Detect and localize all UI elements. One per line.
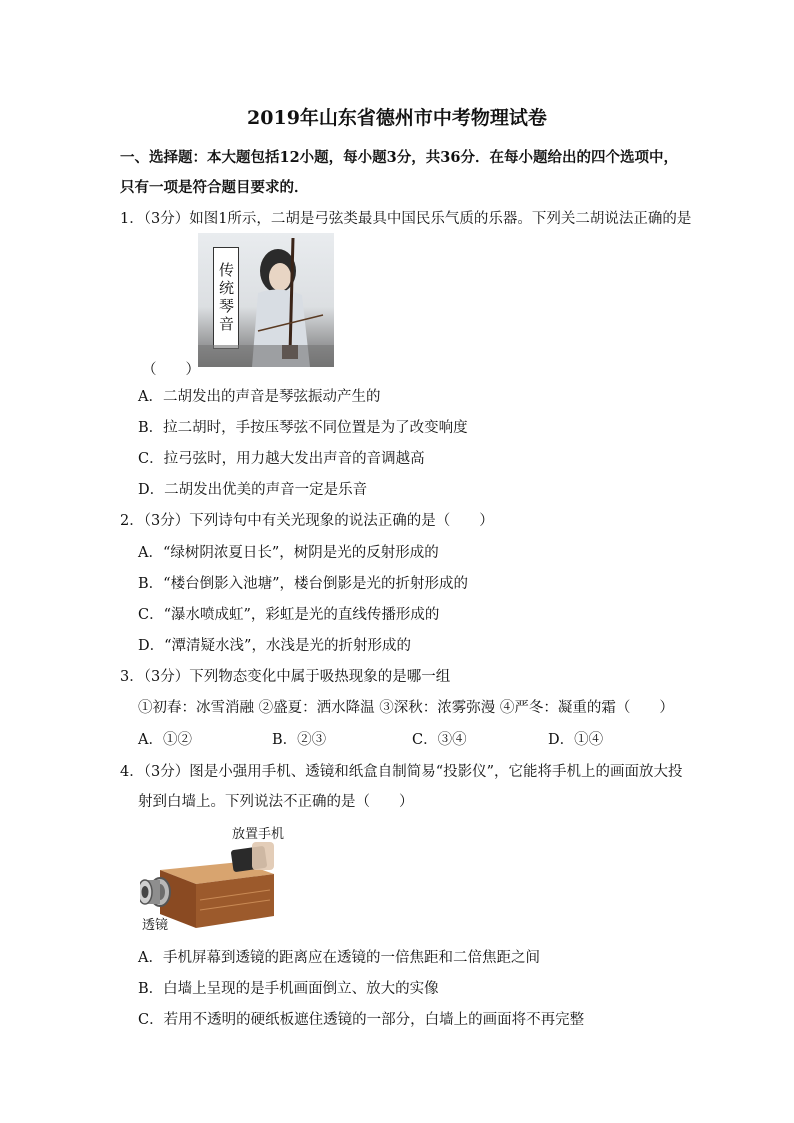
question-3-option-d: D．①④ — [548, 732, 604, 748]
question-2-option-b: B．“楼台倒影入池塘”，楼台倒影是光的折射形成的 — [138, 576, 468, 592]
question-1-option-d: D．二胡发出优美的声音一定是乐音 — [138, 482, 368, 498]
question-2-stem: 2．（3分）下列诗句中有关光现象的说法正确的是（ ） — [120, 513, 494, 529]
figure-label-lens: 透镜 — [142, 918, 169, 933]
question-3-subline: ①初春：冰雪消融 ②盛夏：洒水降温 ③深秋：浓雾弥漫 ④严冬：凝重的霜（ ） — [138, 700, 674, 716]
figure-caption-text: 传统琴音 — [213, 247, 239, 349]
question-4-option-c: C．若用不透明的硬纸板遮住透镜的一部分，白墙上的画面将不再完整 — [138, 1012, 585, 1028]
page-title: 2019年山东省德州市中考物理试卷 — [247, 107, 547, 129]
question-3-option-a: A．①② — [138, 732, 192, 748]
question-3-option-c: C．③④ — [412, 732, 467, 748]
question-1-option-c: C．拉弓弦时，用力越大发出声音的音调越高 — [138, 451, 425, 467]
question-4-stem-line2: 射到白墙上。下列说法不正确的是（ ） — [138, 794, 414, 810]
question-1-answer-paren: （ ） — [142, 362, 200, 378]
question-1-stem: 1．（3分）如图1所示，二胡是弓弦类最具中国民乐气质的乐器。下列关二胡说法正确的是 — [120, 211, 692, 227]
question-4-stem-line1: 4．（3分）图是小强用手机、透镜和纸盒自制简易“投影仪”，它能将手机上的画面放大投 — [120, 764, 683, 780]
erhu-player-illustration — [198, 233, 334, 367]
question-2-option-d: D．“潭清疑水浅”，水浅是光的折射形成的 — [138, 638, 411, 654]
figure-label-phone: 放置手机 — [232, 827, 285, 842]
section-instruction-line1: 一、选择题：本大题包括12小题，每小题3分，共36分．在每小题给出的四个选项中， — [120, 149, 678, 166]
question-2-option-a: A．“绿树阴浓夏日长”，树阴是光的反射形成的 — [138, 545, 439, 561]
section-instruction-line2: 只有一项是符合题目要求的． — [120, 179, 309, 196]
erhu-figure — [198, 233, 334, 367]
question-1-option-b: B．拉二胡时，手按压琴弦不同位置是为了改变响度 — [138, 420, 468, 436]
question-2-option-c: C．“瀑水喷成虹”，彩虹是光的直线传播形成的 — [138, 607, 440, 623]
question-3-option-b: B．②③ — [272, 732, 327, 748]
question-4-option-a: A．手机屏幕到透镜的距离应在透镜的一倍焦距和二倍焦距之间 — [138, 950, 540, 966]
question-1-option-a: A．二胡发出的声音是琴弦振动产生的 — [138, 389, 381, 405]
question-4-option-b: B．白墙上呈现的是手机画面倒立、放大的实像 — [138, 981, 439, 997]
question-3-stem: 3．（3分）下列物态变化中属于吸热现象的是哪一组 — [120, 669, 451, 685]
